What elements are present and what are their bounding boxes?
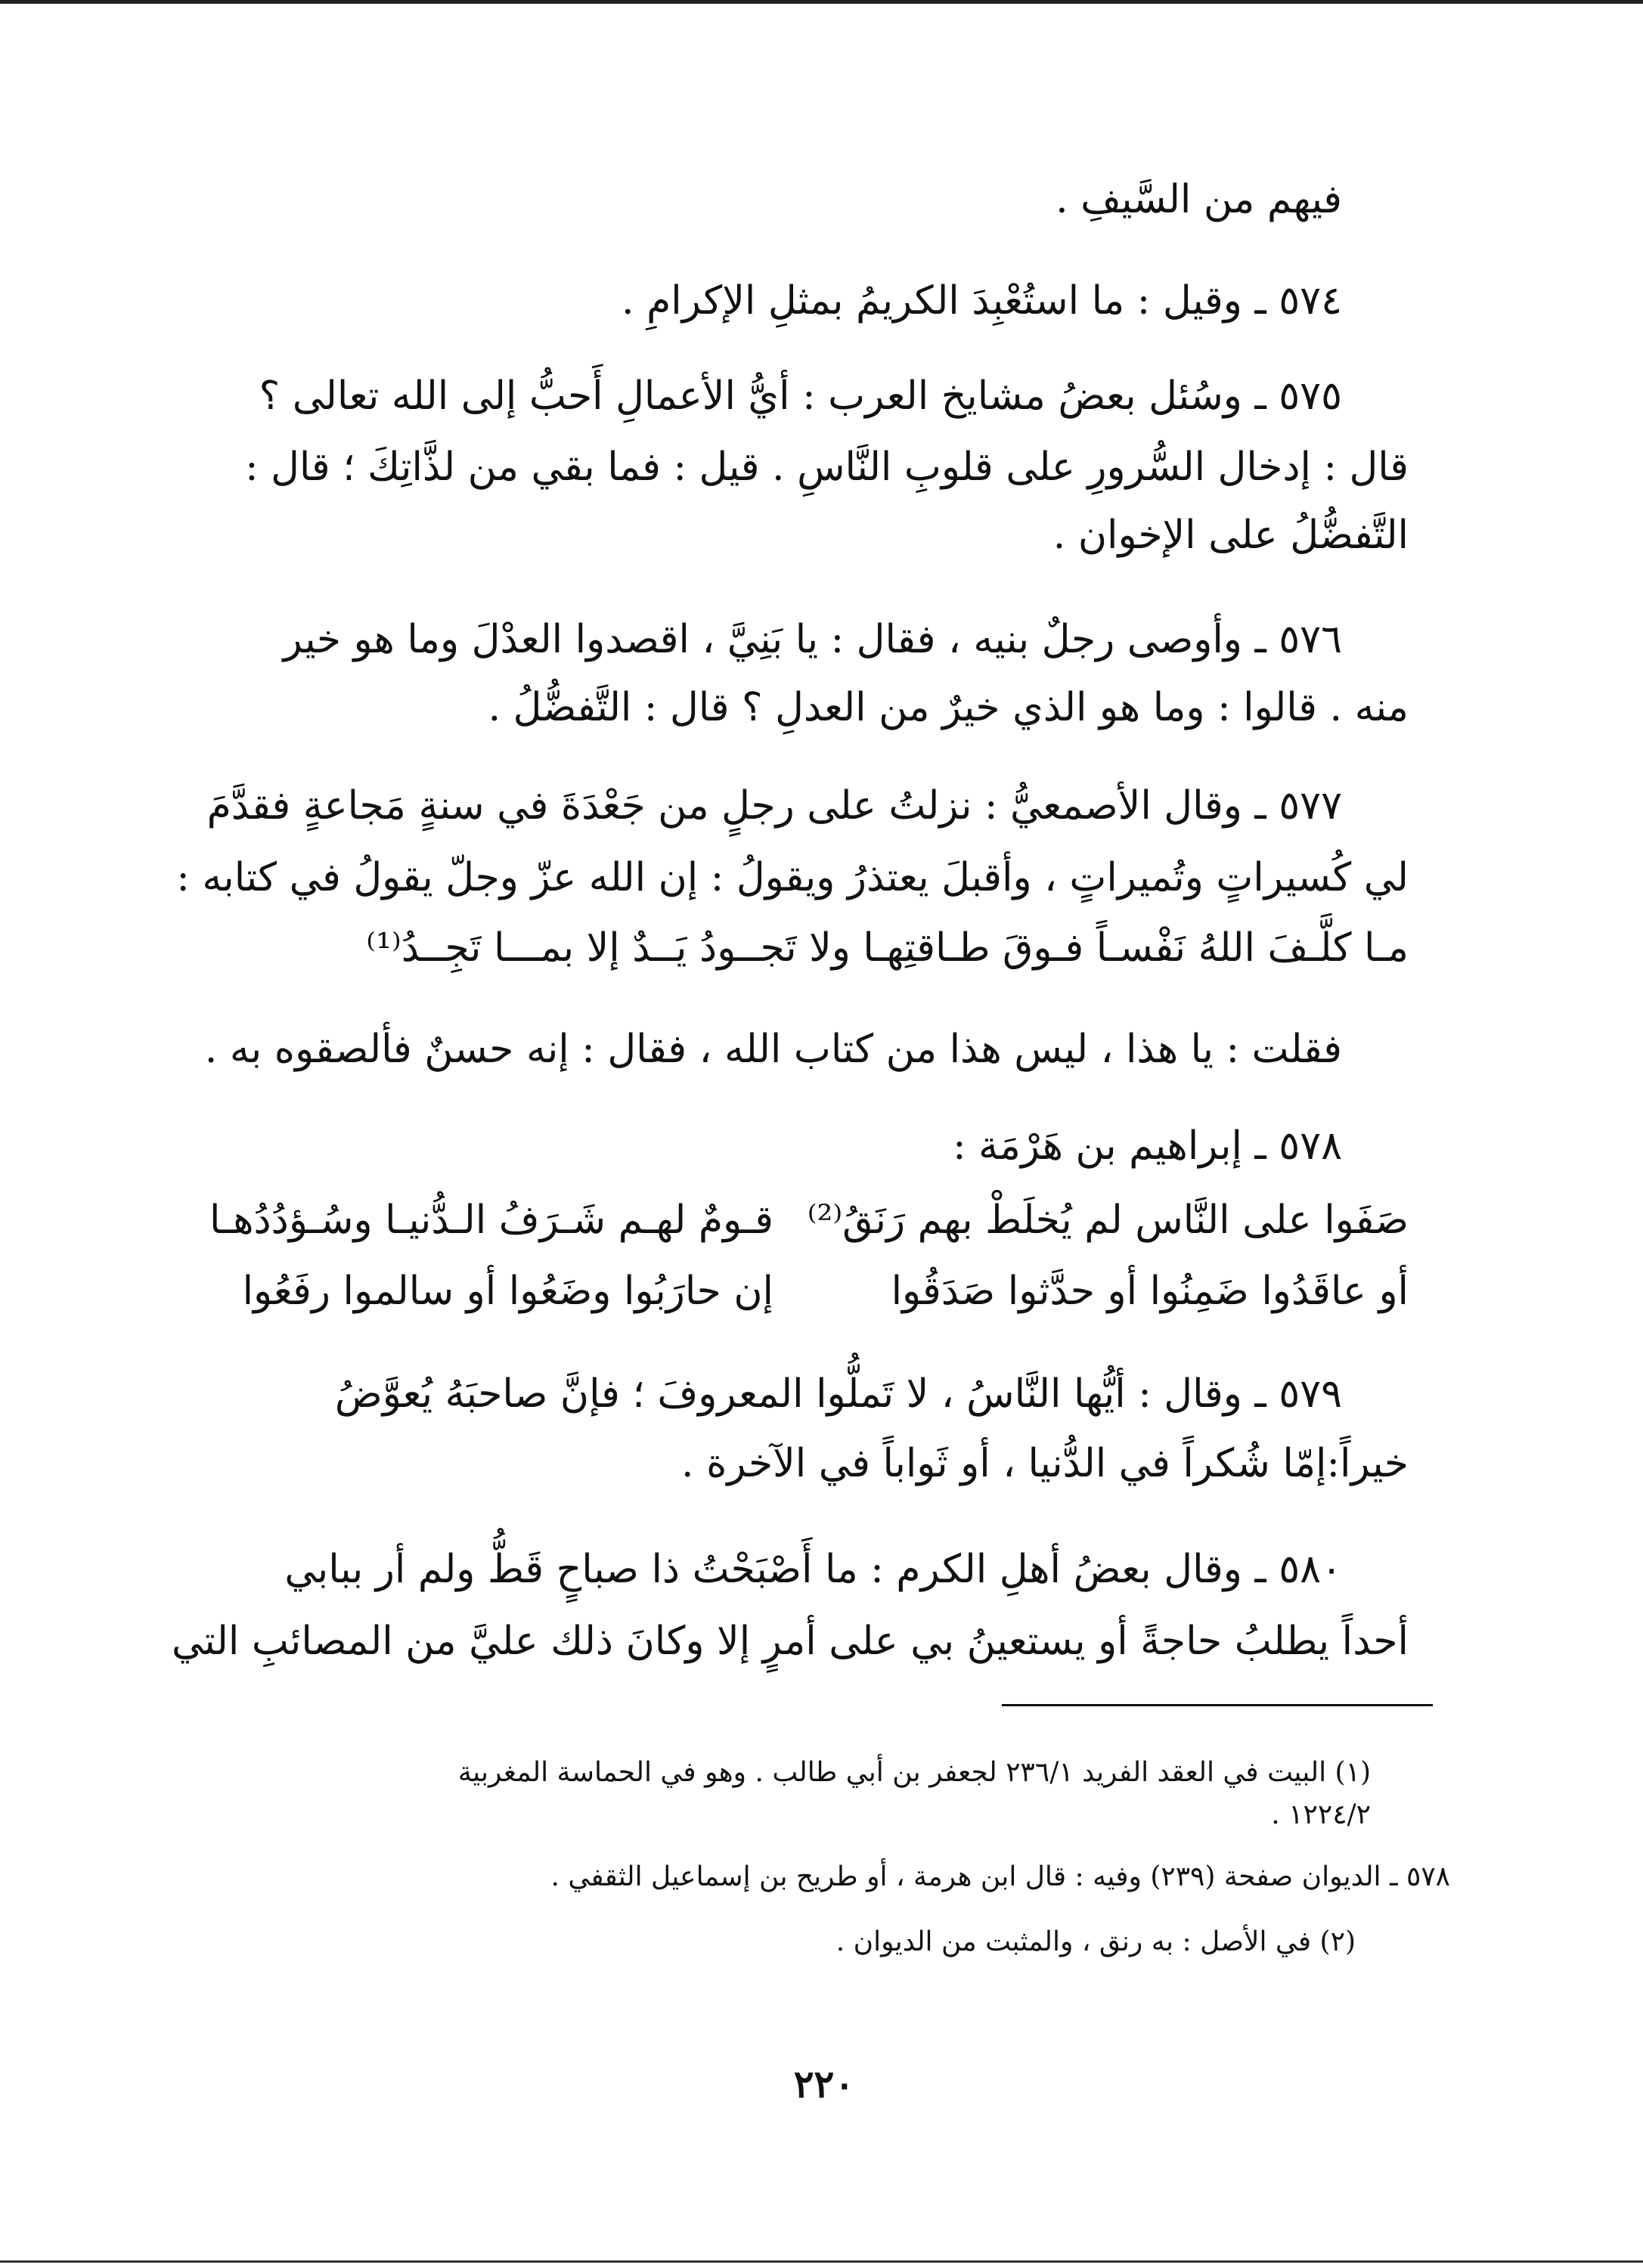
footnote-578: ٥٧٨ ـ الديوان صفحة (٢٣٩) وفيه : قال ابن هرمة ، أو طريح بن إسماعيل الثقفي .: [550, 1861, 1450, 1892]
text-line: فيهم من السَّيفِ .: [1056, 177, 1342, 222]
poem-verse-2-first-hemistich: إن حارَبُوا وضَعُوا أو سالموا رفَعُوا: [242, 1269, 773, 1314]
footnote-2: (٢) في الأصل : به رنق ، والمثبت من الديوان .: [835, 1926, 1356, 1957]
entry-577: ٥٧٧ ـ وقال الأصمعيُّ : نزلتُ على رجلٍ من جَعْدَةَ في سنةٍ مَجاعةٍ فقدَّمَ: [206, 783, 1342, 829]
entry-578: ٥٧٨ ـ إبراهيم بن هَرْمَة :: [953, 1123, 1342, 1169]
entry-579: ٥٧٩ ـ وقال : أيُّها النَّاسُ ، لا تَملُّوا المعروفَ ؛ فإنَّ صاحبَهُ يُعوَّضُ: [334, 1371, 1342, 1417]
quoted-verse: مـا كلَّـفَ اللهُ نَفْسـاً فـوقَ طـاقتِهـا ولا تَجــودُ يَــدٌ إلا بمـــا تَجِــدُ⁽¹⁾: [366, 925, 1409, 971]
text-line: التَّفضُّلُ على الإخوان .: [1052, 513, 1409, 558]
text-line: منه . قالوا : وما هو الذي خيرٌ من العدلِ ؟ قال : التَّفضُّلُ .: [488, 685, 1409, 730]
entry-574: ٥٧٤ ـ وقيل : ما استُعْبِدَ الكريمُ بمثلِ الإكرامِ .: [622, 278, 1342, 324]
scan-bottom-edge: [0, 2260, 1643, 2263]
scan-top-edge: [0, 0, 1643, 4]
footnote-1-continued: ١٢٢٤/٢ .: [1271, 1799, 1371, 1830]
text-line: لي كُسيراتٍ وتُميراتٍ ، وأقبلَ يعتذرُ ويقولُ : إن الله عزّ وجلّ يقولُ في كتابه :: [176, 855, 1409, 900]
entry-580: ٥٨٠ ـ وقال بعضُ أهلِ الكرم : ما أَصْبَحْتُ ذا صباحٍ قَطُّ ولم أر ببابي: [284, 1547, 1342, 1592]
footnote-1: (١) البيت في العقد الفريد ٢٣٦/١ لجعفر بن أبي طالب . وهو في الحماسة المغربية: [457, 1757, 1371, 1788]
text-line: قال : إدخال السُّرورِ على قلوبِ النَّاسِ . قيل : فما بقي من لذَّاتِكَ ؛ قال :: [245, 445, 1409, 490]
text-line: خيراً:إمّا شُكراً في الدُّنيا ، أو ثَواباً في الآخرة .: [681, 1441, 1409, 1486]
entry-576: ٥٧٦ ـ وأوصى رجلٌ بنيه ، فقال : يا بَنِيَّ ، اقصدوا العدْلَ وما هو خير: [283, 617, 1342, 662]
poem-verse-2-second-hemistich: أو عاقَدُوا ضَمِنُوا أو حدَّثوا صَدَقُوا: [891, 1269, 1409, 1314]
footnote-separator: [1002, 1704, 1433, 1706]
text-line: فقلت : يا هذا ، ليس هذا من كتاب الله ، فقال : إنه حسنٌ فألصقوه به .: [204, 1027, 1342, 1072]
poem-verse-1-first-hemistich: قـومٌ لهـم شَـرَفُ الـدُّنيـا وسُـؤدُدُهـا: [209, 1198, 773, 1243]
text-line: أحداً يطلبُ حاجةً أو يستعينُ بي على أمرٍ إلا وكانَ ذلك عليَّ من المصائبِ التي: [171, 1619, 1409, 1664]
entry-575: ٥٧٥ ـ وسُئل بعضُ مشايخ العرب : أيُّ الأعمالِ أَحبُّ إلى الله تعالى ؟: [259, 373, 1342, 419]
page-number: ٢٢٠: [793, 2062, 855, 2106]
poem-verse-1-second-hemistich: صَفَوا على النَّاس لم يُخلَطْ بهم رَنَقُ⁽²⁾: [807, 1198, 1409, 1243]
